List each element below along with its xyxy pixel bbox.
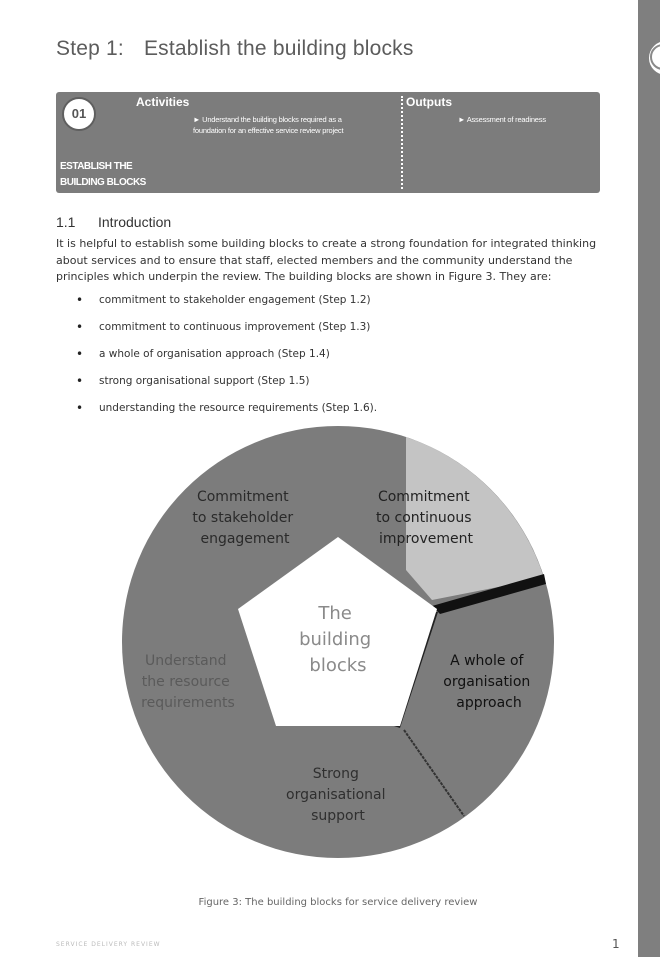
list-item: • commitment to continuous improvement (Step 1.3) bbox=[56, 319, 616, 346]
segment-label-continuous-improvement: Commitment to continuous improvement bbox=[376, 489, 473, 547]
section-heading bbox=[56, 214, 171, 230]
outputs-heading: Outputs bbox=[406, 95, 452, 109]
intro-paragraph: It is helpful to establish some building blocks to create a strong foundation for integrated thinking about services and to ensure that staff, elected members and the community understand the principles which underpin the review. The building blocks are shown in Figure 3. They are: bbox=[56, 237, 597, 283]
list-item: • strong organisational support (Step 1.5) bbox=[56, 373, 616, 400]
activity-item: ► Understand the building blocks required as a foundation for an effective service review project bbox=[193, 115, 344, 135]
page-number: 1 bbox=[612, 937, 620, 951]
segment-label-whole-of-organisation: A whole of organisation approach bbox=[443, 653, 531, 711]
footer-document-name: SERVICE DELIVERY REVIEW bbox=[56, 941, 161, 948]
step-number-badge: 01 bbox=[62, 97, 96, 131]
figure-caption: Figure 3: The building blocks for service delivery review bbox=[198, 897, 478, 908]
list-item: • understanding the resource requirements (Step 1.6). bbox=[56, 400, 616, 427]
output-item: ► Assessment of readiness bbox=[458, 115, 546, 124]
center-label: The building blocks bbox=[299, 603, 372, 676]
side-tab-bar bbox=[638, 0, 660, 957]
activities-heading: Activities bbox=[136, 95, 190, 109]
page-title bbox=[56, 37, 414, 61]
list-item: • commitment to stakeholder engagement (Step 1.2) bbox=[56, 292, 616, 319]
building-blocks-list bbox=[56, 292, 616, 427]
step-banner bbox=[56, 92, 600, 193]
segment-label-resource-requirements: Understand the resource requirements bbox=[141, 653, 235, 711]
segment-label-organisational-support: Strong organisational support bbox=[286, 766, 386, 824]
page-title-text: Establish the building blocks bbox=[143, 37, 414, 60]
segment-label-stakeholder-engagement: Commitment to stakeholder engagement bbox=[192, 489, 294, 547]
list-item: • a whole of organisation approach (Step 1.4) bbox=[56, 346, 616, 373]
section-title: Introduction bbox=[98, 214, 172, 230]
page-title-step: Step 1: bbox=[56, 37, 124, 60]
banner-divider bbox=[401, 96, 403, 189]
step-name: ESTABLISH THE BUILDING BLOCKS bbox=[60, 161, 146, 188]
section-number: 1.1 bbox=[56, 214, 76, 230]
